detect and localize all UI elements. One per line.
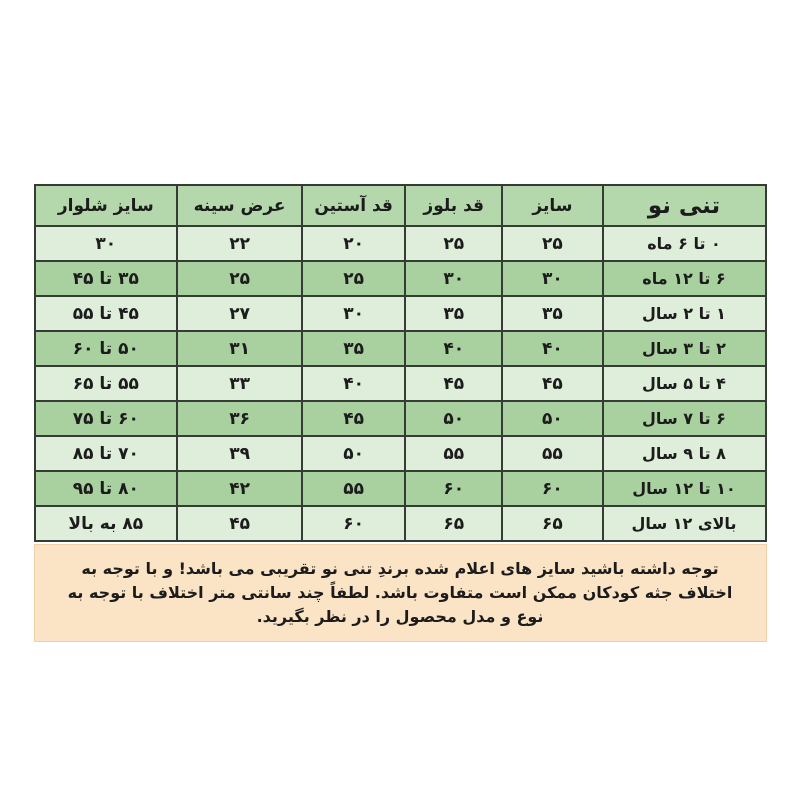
value-cell: ۴۵ xyxy=(502,366,602,401)
size-note: توجه داشته باشید سایز های اعلام شده برندِ تنی نو تقریبی می باشد! و با توجه به اختلاف جثه کودکان ممکن است متفاوت باشد. لطفاً چند سانتی متر اختلاف با توجه به نوع و مدل محصول را در نظر بگیرید. xyxy=(34,544,767,642)
value-cell: ۴۵ xyxy=(177,506,302,541)
value-cell: ۲۵ xyxy=(177,261,302,296)
age-cell: ۱ تا ۲ سال xyxy=(603,296,766,331)
value-cell: ۳۵ xyxy=(405,296,502,331)
column-header-size: سایز xyxy=(502,185,602,226)
value-cell: ۶۰ تا ۷۵ xyxy=(35,401,178,436)
value-cell: ۲۵ xyxy=(502,226,602,261)
value-cell: ۸۵ به بالا xyxy=(35,506,178,541)
age-cell: ۲ تا ۳ سال xyxy=(603,331,766,366)
column-header-brand: تنی نو xyxy=(603,185,766,226)
age-cell: ۴ تا ۵ سال xyxy=(603,366,766,401)
value-cell: ۶۵ xyxy=(405,506,502,541)
value-cell: ۶۵ xyxy=(502,506,602,541)
value-cell: ۷۰ تا ۸۵ xyxy=(35,436,178,471)
column-header-sleeve-length: قد آستین xyxy=(302,185,405,226)
value-cell: ۶۰ xyxy=(502,471,602,506)
table-row xyxy=(35,436,766,471)
age-cell: ۶ تا ۷ سال xyxy=(603,401,766,436)
column-header-blouse-length: قد بلوز xyxy=(405,185,502,226)
age-cell: ۸ تا ۹ سال xyxy=(603,436,766,471)
value-cell: ۸۰ تا ۹۵ xyxy=(35,471,178,506)
age-cell: ۰ تا ۶ ماه xyxy=(603,226,766,261)
column-header-chest-width: عرض سینه xyxy=(177,185,302,226)
value-cell: ۴۰ xyxy=(405,331,502,366)
age-cell: بالای ۱۲ سال xyxy=(603,506,766,541)
value-cell: ۲۵ xyxy=(302,261,405,296)
value-cell: ۶۰ xyxy=(405,471,502,506)
value-cell: ۴۵ xyxy=(302,401,405,436)
table-row xyxy=(35,296,766,331)
value-cell: ۵۵ xyxy=(502,436,602,471)
column-header-pants-size: سایز شلوار xyxy=(35,185,178,226)
value-cell: ۲۲ xyxy=(177,226,302,261)
value-cell: ۵۰ xyxy=(302,436,405,471)
age-cell: ۶ تا ۱۲ ماه xyxy=(603,261,766,296)
value-cell: ۶۰ xyxy=(302,506,405,541)
size-chart-table xyxy=(34,184,767,542)
value-cell: ۴۰ xyxy=(502,331,602,366)
value-cell: ۵۰ xyxy=(502,401,602,436)
table-row xyxy=(35,261,766,296)
value-cell: ۳۰ xyxy=(502,261,602,296)
table-row xyxy=(35,471,766,506)
value-cell: ۳۰ xyxy=(35,226,178,261)
value-cell: ۳۵ xyxy=(302,331,405,366)
age-cell: ۱۰ تا ۱۲ سال xyxy=(603,471,766,506)
table-row xyxy=(35,331,766,366)
table-body xyxy=(35,226,766,541)
value-cell: ۳۵ تا ۴۵ xyxy=(35,261,178,296)
value-cell: ۳۱ xyxy=(177,331,302,366)
value-cell: ۵۰ xyxy=(405,401,502,436)
table-row xyxy=(35,401,766,436)
value-cell: ۴۵ تا ۵۵ xyxy=(35,296,178,331)
table-row xyxy=(35,366,766,401)
value-cell: ۲۵ xyxy=(405,226,502,261)
size-chart-page xyxy=(34,0,767,642)
value-cell: ۴۲ xyxy=(177,471,302,506)
value-cell: ۴۵ xyxy=(405,366,502,401)
value-cell: ۳۰ xyxy=(405,261,502,296)
value-cell: ۳۵ xyxy=(502,296,602,331)
value-cell: ۳۳ xyxy=(177,366,302,401)
value-cell: ۵۵ تا ۶۵ xyxy=(35,366,178,401)
value-cell: ۵۵ xyxy=(405,436,502,471)
value-cell: ۳۰ xyxy=(302,296,405,331)
table-row xyxy=(35,226,766,261)
value-cell: ۵۰ تا ۶۰ xyxy=(35,331,178,366)
value-cell: ۳۹ xyxy=(177,436,302,471)
value-cell: ۴۰ xyxy=(302,366,405,401)
header-row xyxy=(35,185,766,226)
value-cell: ۳۶ xyxy=(177,401,302,436)
table-row xyxy=(35,506,766,541)
value-cell: ۲۰ xyxy=(302,226,405,261)
value-cell: ۵۵ xyxy=(302,471,405,506)
value-cell: ۲۷ xyxy=(177,296,302,331)
